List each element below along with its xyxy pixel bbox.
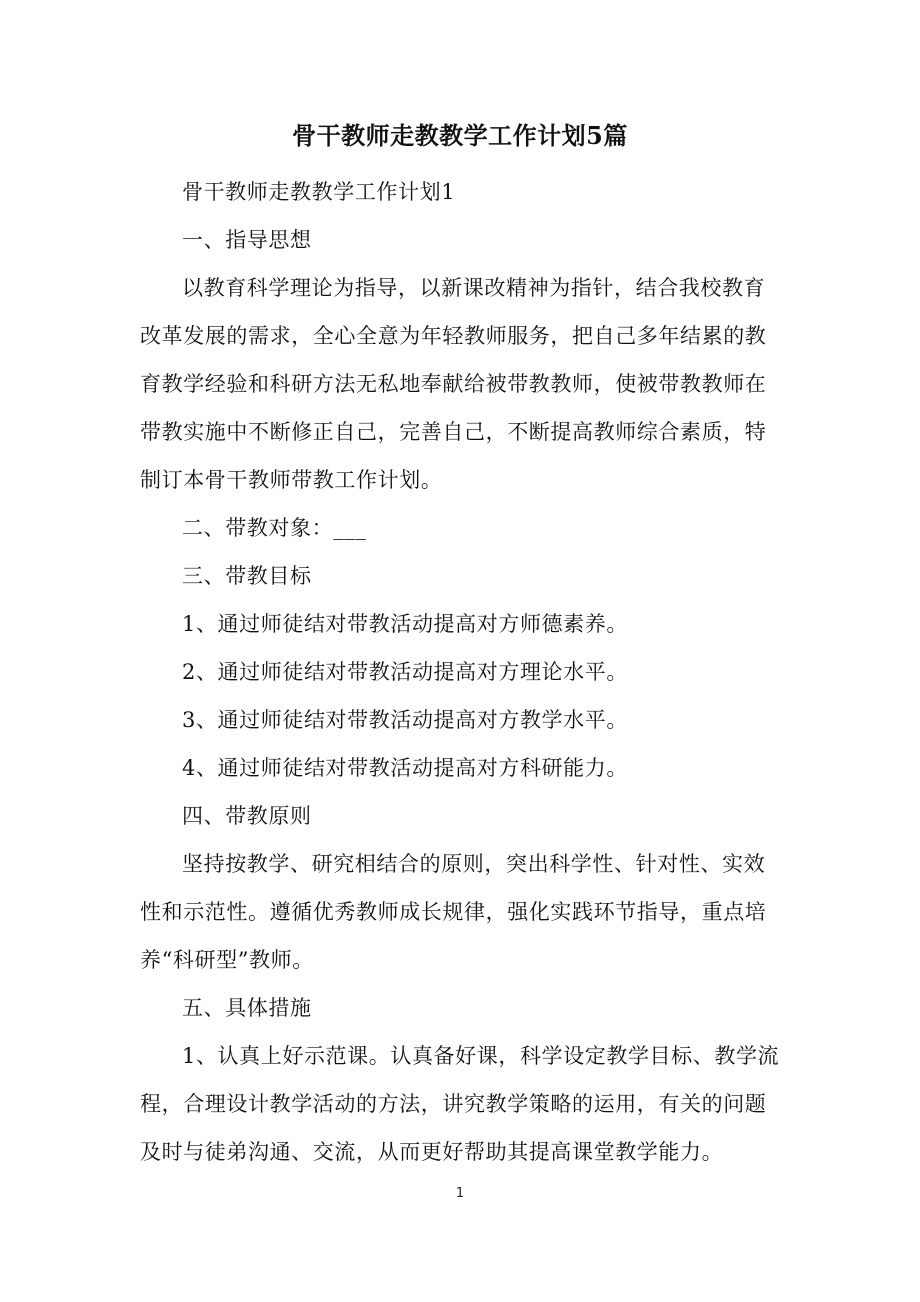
list-item-goal-1: 1、通过师徒结对带教活动提高对方师德素养。 bbox=[182, 612, 628, 636]
paragraph-measure-1: 1、认真上好示范课。认真备好课，科学设定教学目标、教学流程，合理设计教学活动的方法，讲究教学策略的运用，有关的问题及时与徒弟沟通、交流，从而更好帮助其提高课堂教学能力。 bbox=[140, 1044, 780, 1164]
list-item-goal-4: 4、通过师徒结对带教活动提高对方科研能力。 bbox=[182, 756, 628, 780]
list-item-goal-3: 3、通过师徒结对带教活动提高对方教学水平。 bbox=[182, 708, 628, 732]
section-heading-mentoring-target: 二、带教对象：___ bbox=[182, 516, 367, 540]
section-heading-mentoring-principles: 四、带教原则 bbox=[182, 804, 312, 828]
paragraph-mentoring-principles: 坚持按教学、研究相结合的原则，突出科学性、针对性、实效性和示范性。遵循优秀教师成长规律，强化实践环节指导，重点培养“科研型”教师。 bbox=[140, 852, 767, 972]
document-body bbox=[140, 168, 780, 1176]
section-heading-guiding-ideology: 一、指导思想 bbox=[182, 228, 312, 252]
page-number: 1 bbox=[455, 1186, 465, 1201]
section-heading-specific-measures: 五、具体措施 bbox=[182, 996, 312, 1020]
section-heading-plan-1: 骨干教师走教教学工作计划1 bbox=[182, 180, 456, 204]
document-title: 骨干教师走教教学工作计划5篇 bbox=[292, 121, 628, 150]
list-item-goal-2: 2、通过师徒结对带教活动提高对方理论水平。 bbox=[182, 660, 628, 684]
section-heading-mentoring-goals: 三、带教目标 bbox=[182, 564, 312, 588]
paragraph-guiding-ideology: 以教育科学理论为指导，以新课改精神为指针，结合我校教育改革发展的需求，全心全意为年轻教师服务，把自己多年结累的教育教学经验和科研方法无私地奉献给被带教教师，使被带教教师在带教实施中不断修正自己，完善自己，不断提高教师综合素质，特制订本骨干教师带教工作计划。 bbox=[140, 276, 767, 492]
